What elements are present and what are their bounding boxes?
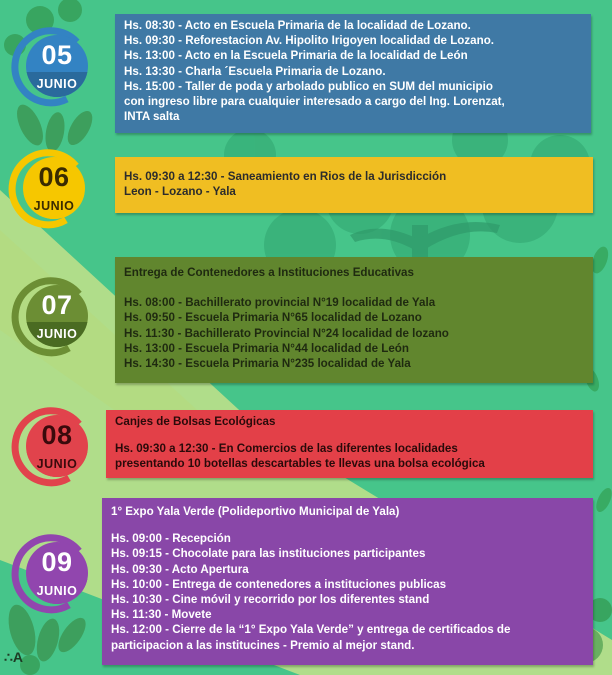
date-badge-08 [7,400,97,490]
schedule-heading: Canjes de Bolsas Ecológicas [115,415,276,428]
day-number: 06 [38,162,70,192]
schedule-line: participacion a las institucines - Premio al mejor stand. [111,638,415,652]
day-number: 07 [41,290,73,320]
date-badge-05 [7,20,97,110]
date-disc [26,542,88,604]
month-label: JUNIO [26,452,88,477]
date-badge-09 [7,527,97,617]
schedule-line: Hs. 10:30 - Cine móvil y recorrido por los diferentes stand [111,593,430,607]
schedule-line: Hs. 09:15 - Chocolate para las instituciones participantes [111,547,426,561]
date-disc [26,415,88,477]
schedule-line: con ingreso libre para cualquier interesado a cargo del Ing. Lorenzat, [124,95,505,109]
schedule-line: Leon - Lozano - Yala [124,185,236,199]
month-label: JUNIO [23,194,85,219]
schedule-line: Hs. 09:30 a 12:30 - Saneamiento en Rios de la Jurisdicción [124,170,447,183]
schedule-line: Hs. 13:00 - Escuela Primaria N°44 localidad de León [124,341,409,355]
month-label: JUNIO [26,322,88,347]
date-disc [26,285,88,347]
date-disc [23,157,85,219]
schedule-line: Hs. 12:00 - Cierre de la “1° Expo Yala Verde” y entrega de certificados de [111,623,511,637]
schedule-line: Hs. 11:30 - Movete [111,608,212,622]
day-06-schedule [115,157,593,213]
date-disc [26,35,88,97]
day-number: 08 [41,420,73,450]
schedule-heading: Entrega de Contenedores a Instituciones Educativas [124,266,414,279]
schedule-line: Hs. 08:00 - Bachillerato provincial N°19 localidad de Yala [124,296,436,310]
schedule-line: Hs. 13:30 - Charla ´Escuela Primaria de Lozano. [124,64,386,78]
schedule-line: Hs. 09:50 - Escuela Primaria N°65 localidad de Lozano [124,311,422,325]
schedule-line: Hs. 09:30 a 12:30 - En Comercios de las diferentes localidades [115,442,458,456]
date-badge-06 [4,142,94,232]
day-05-schedule [115,14,591,133]
day-07-schedule [115,257,593,383]
month-label: JUNIO [26,72,88,97]
day-09-schedule [102,498,593,665]
schedule-line: INTA salta [124,110,180,124]
schedule-heading: 1° Expo Yala Verde (Polideportivo Municipal de Yala) [111,505,400,518]
schedule-line: Hs. 14:30 - Escuela Primaria N°235 localidad de Yala [124,357,411,371]
schedule-line: Hs. 09:30 - Reforestacion Av. Hipolito Irigoyen localidad de Lozano. [124,34,494,48]
day-08-schedule [106,410,593,478]
day-number: 09 [41,547,73,577]
schedule-line: presentando 10 botellas descartables te llevas una bolsa ecológica [115,457,485,471]
schedule-line: Hs. 09:00 - Recepción [111,532,231,546]
schedule-line: Hs. 15:00 - Taller de poda y arbolado publico en SUM del municipio [124,79,493,93]
svg-text:∴A: ∴A [4,649,24,665]
day-number: 05 [41,40,73,70]
schedule-line: Hs. 08:30 - Acto en Escuela Primaria de la localidad de Lozano. [124,19,471,32]
schedule-line: Hs. 11:30 - Bachillerato Provincial N°24 localidad de lozano [124,326,449,340]
schedule-line: Hs. 09:30 - Acto Apertura [111,562,249,576]
date-badge-07 [7,270,97,360]
month-label: JUNIO [26,579,88,604]
schedule-line: Hs. 13:00 - Acto en la Escuela Primaria de la localidad de León [124,49,468,63]
schedule-line: Hs. 10:00 - Entrega de contenedores a instituciones publicas [111,577,447,591]
